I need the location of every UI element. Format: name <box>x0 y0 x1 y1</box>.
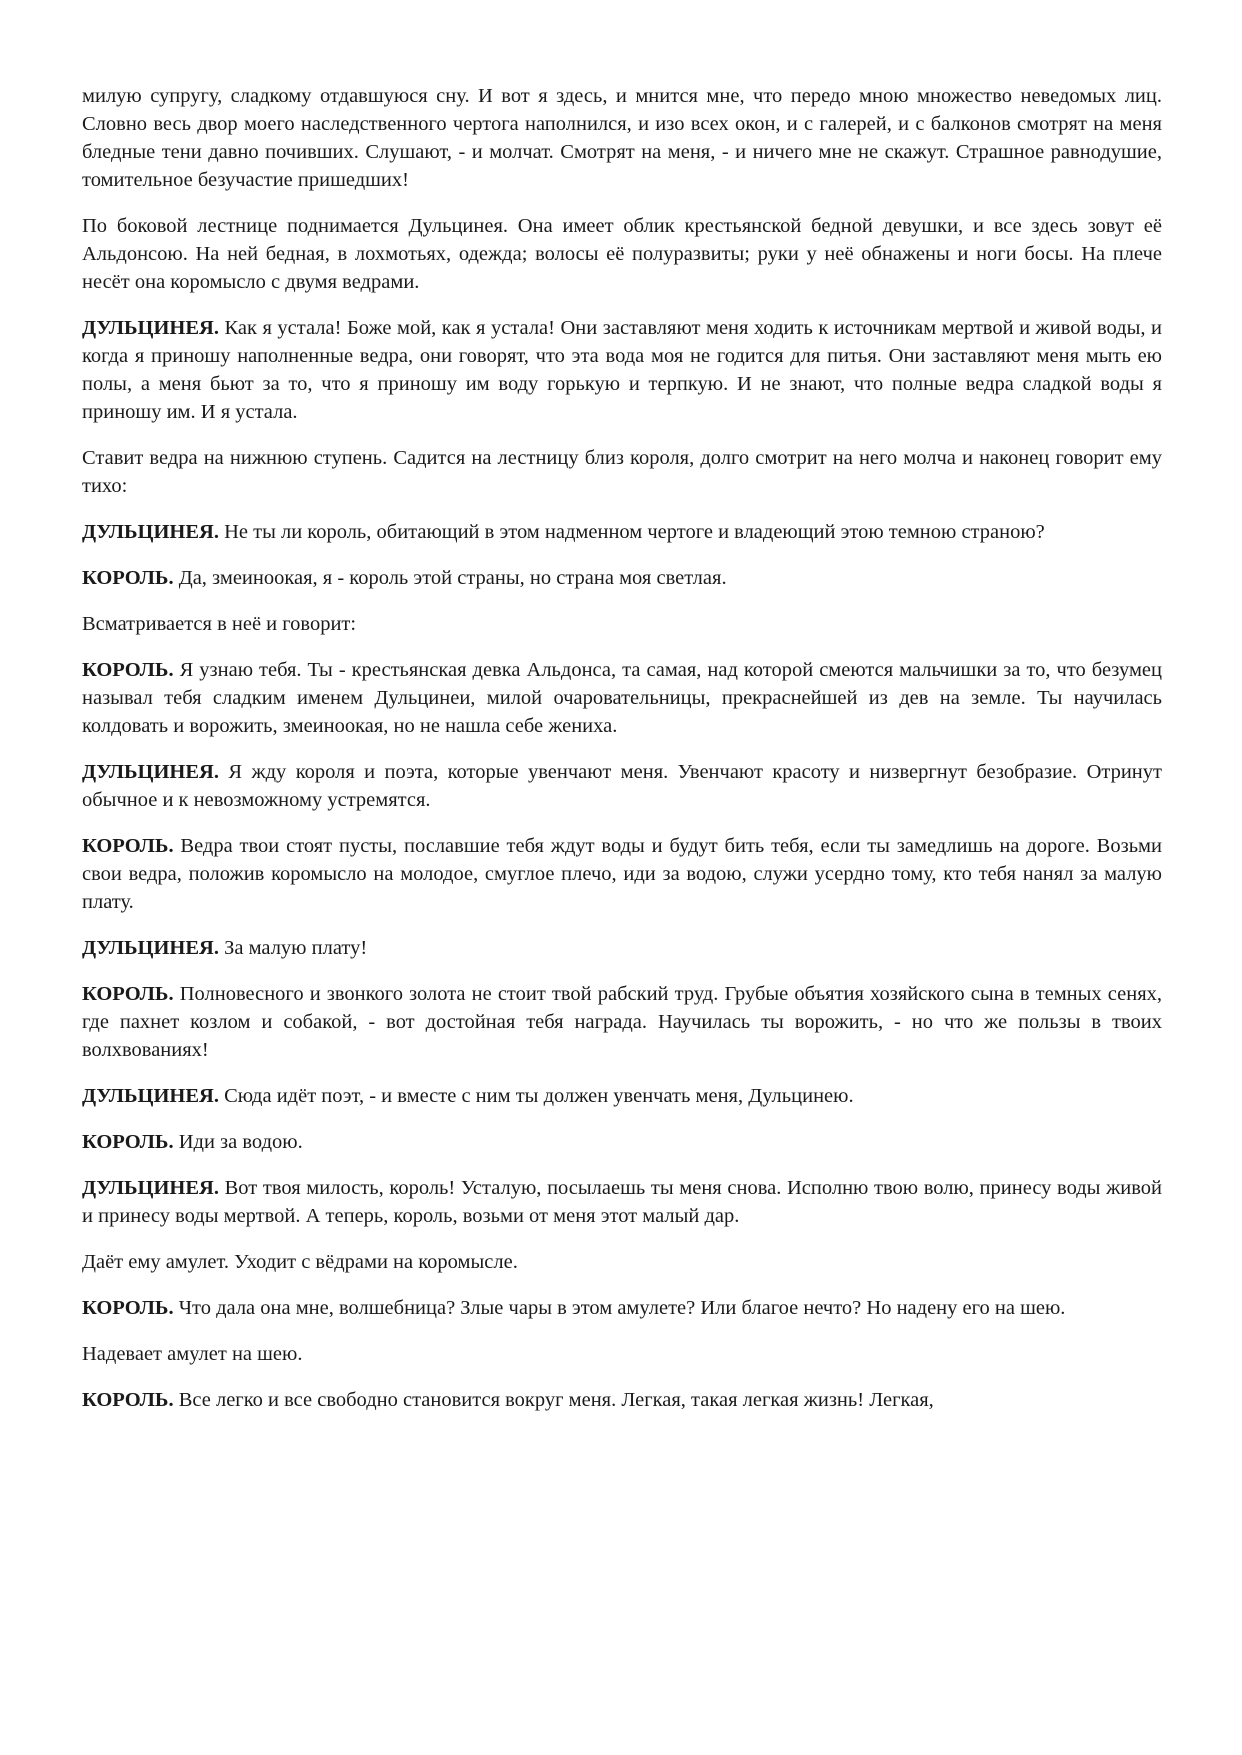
paragraph-14 <box>82 1128 1162 1156</box>
paragraph-4 <box>82 444 1162 500</box>
paragraph-text: По боковой лестнице поднимается Дульцинея. Она имеет облик крестьянской бедной девушки, и все здесь зовут её Альдонсою. На ней бедная, в лохмотьях, одежда; волосы её полуразвиты; руки у неё обнажены и ноги босы. На плече несёт она коромысло с двумя ведрами. <box>82 215 1162 293</box>
paragraph-text: Вот твоя милость, король! Усталую, посылаешь ты меня снова. Исполню твою волю, принесу воды живой и принесу воды мертвой. А теперь, король, возьми от меня этот малый дар. <box>82 1177 1162 1227</box>
speaker-label: КОРОЛЬ. <box>82 1131 174 1153</box>
paragraph-5 <box>82 518 1162 546</box>
paragraph-2 <box>82 212 1162 296</box>
paragraph-17 <box>82 1294 1162 1322</box>
paragraph-7 <box>82 610 1162 638</box>
speaker-label: ДУЛЬЦИНЕЯ. <box>82 1177 219 1199</box>
speaker-label: ДУЛЬЦИНЕЯ. <box>82 761 219 783</box>
speaker-label: ДУЛЬЦИНЕЯ. <box>82 317 219 339</box>
paragraph-text: Не ты ли король, обитающий в этом надменном чертоге и владеющий этою темною страною? <box>218 521 1045 543</box>
paragraph-10 <box>82 832 1162 916</box>
speaker-label: КОРОЛЬ. <box>82 835 174 857</box>
paragraph-19 <box>82 1386 1162 1414</box>
paragraph-16 <box>82 1248 1162 1276</box>
speaker-label: КОРОЛЬ. <box>82 1297 174 1319</box>
paragraph-text: Иди за водою. <box>173 1131 303 1153</box>
paragraph-text: Я жду короля и поэта, которые увенчают меня. Увенчают красоту и низвергнут безобразие. Отринут обычное и к невозможному устремятся. <box>82 761 1162 811</box>
paragraph-text: Ставит ведра на нижнюю ступень. Садится на лестницу близ короля, долго смотрит на него молча и наконец говорит ему тихо: <box>82 447 1162 497</box>
paragraph-text: милую супругу, сладкому отдавшуюся сну. И вот я здесь, и мнится мне, что передо мною множество неведомых лиц. Словно весь двор моего наследственного чертога наполнился, и изо всех окон, и с галерей, и с балконов смотрят на меня бледные тени давно почивших. Слушают, - и молчат. Смотрят на меня, - и ничего мне не скажут. Страшное равнодушие, томительное безучастие пришедших! <box>82 85 1162 191</box>
speaker-label: ДУЛЬЦИНЕЯ. <box>82 937 219 959</box>
paragraph-8 <box>82 656 1162 740</box>
paragraph-18 <box>82 1340 1162 1368</box>
paragraph-3 <box>82 314 1162 426</box>
paragraph-text: Что дала она мне, волшебница? Злые чары в этом амулете? Или благое нечто? Но надену его на шею. <box>173 1297 1066 1319</box>
paragraph-text: Даёт ему амулет. Уходит с вёдрами на коромысле. <box>82 1251 518 1273</box>
paragraph-15 <box>82 1174 1162 1230</box>
paragraph-text: Надевает амулет на шею. <box>82 1343 303 1365</box>
speaker-label: КОРОЛЬ. <box>82 567 174 589</box>
document-page <box>82 82 1162 1432</box>
speaker-label: КОРОЛЬ. <box>82 983 174 1005</box>
paragraph-13 <box>82 1082 1162 1110</box>
paragraph-text: Все легко и все свободно становится вокруг меня. Легкая, такая легкая жизнь! Легкая, <box>173 1389 934 1411</box>
paragraph-12 <box>82 980 1162 1064</box>
speaker-label: КОРОЛЬ. <box>82 1389 174 1411</box>
paragraph-text: Ведра твои стоят пусты, пославшие тебя ждут воды и будут бить тебя, если ты замедлишь на дороге. Возьми свои ведра, положив коромысло на молодое, смуглое плечо, иди за водою, служи усердно тому, кто тебя нанял за малую плату. <box>82 835 1162 913</box>
paragraph-11 <box>82 934 1162 962</box>
paragraph-text: Я узнаю тебя. Ты - крестьянская девка Альдонса, та самая, над которой смеются мальчишки за то, что безумец называл тебя сладким именем Дульцинеи, милой очаровательницы, прекраснейшей из дев на земле. Ты научилась колдовать и ворожить, змеиноокая, но не нашла себе жениха. <box>82 659 1162 737</box>
speaker-label: ДУЛЬЦИНЕЯ. <box>82 1085 219 1107</box>
speaker-label: ДУЛЬЦИНЕЯ. <box>82 521 219 543</box>
paragraph-text: За малую плату! <box>218 937 368 959</box>
paragraph-text: Полновесного и звонкого золота не стоит твой рабский труд. Грубые объятия хозяйского сына в темных сенях, где пахнет козлом и собакой, - вот достойная тебя награда. Научилась ты ворожить, - но что же пользы в твоих волхвованиях! <box>82 983 1162 1061</box>
paragraph-text: Как я устала! Боже мой, как я устала! Они заставляют меня ходить к источникам мертвой и живой воды, и когда я приношу наполненные ведра, они говорят, что эта вода моя не годится для питья. Они заставляют меня мыть ею полы, а меня бьют за то, что я приношу им воду горькую и терпкую. И не знают, что полные ведра сладкой воды я приношу им. И я устала. <box>82 317 1162 423</box>
paragraph-1 <box>82 82 1162 194</box>
paragraph-6 <box>82 564 1162 592</box>
paragraph-9 <box>82 758 1162 814</box>
paragraph-text: Сюда идёт поэт, - и вместе с ним ты должен увенчать меня, Дульцинею. <box>218 1085 854 1107</box>
paragraph-text: Всматривается в неё и говорит: <box>82 613 357 635</box>
paragraph-text: Да, змеиноокая, я - король этой страны, но страна моя светлая. <box>173 567 727 589</box>
speaker-label: КОРОЛЬ. <box>82 659 174 681</box>
